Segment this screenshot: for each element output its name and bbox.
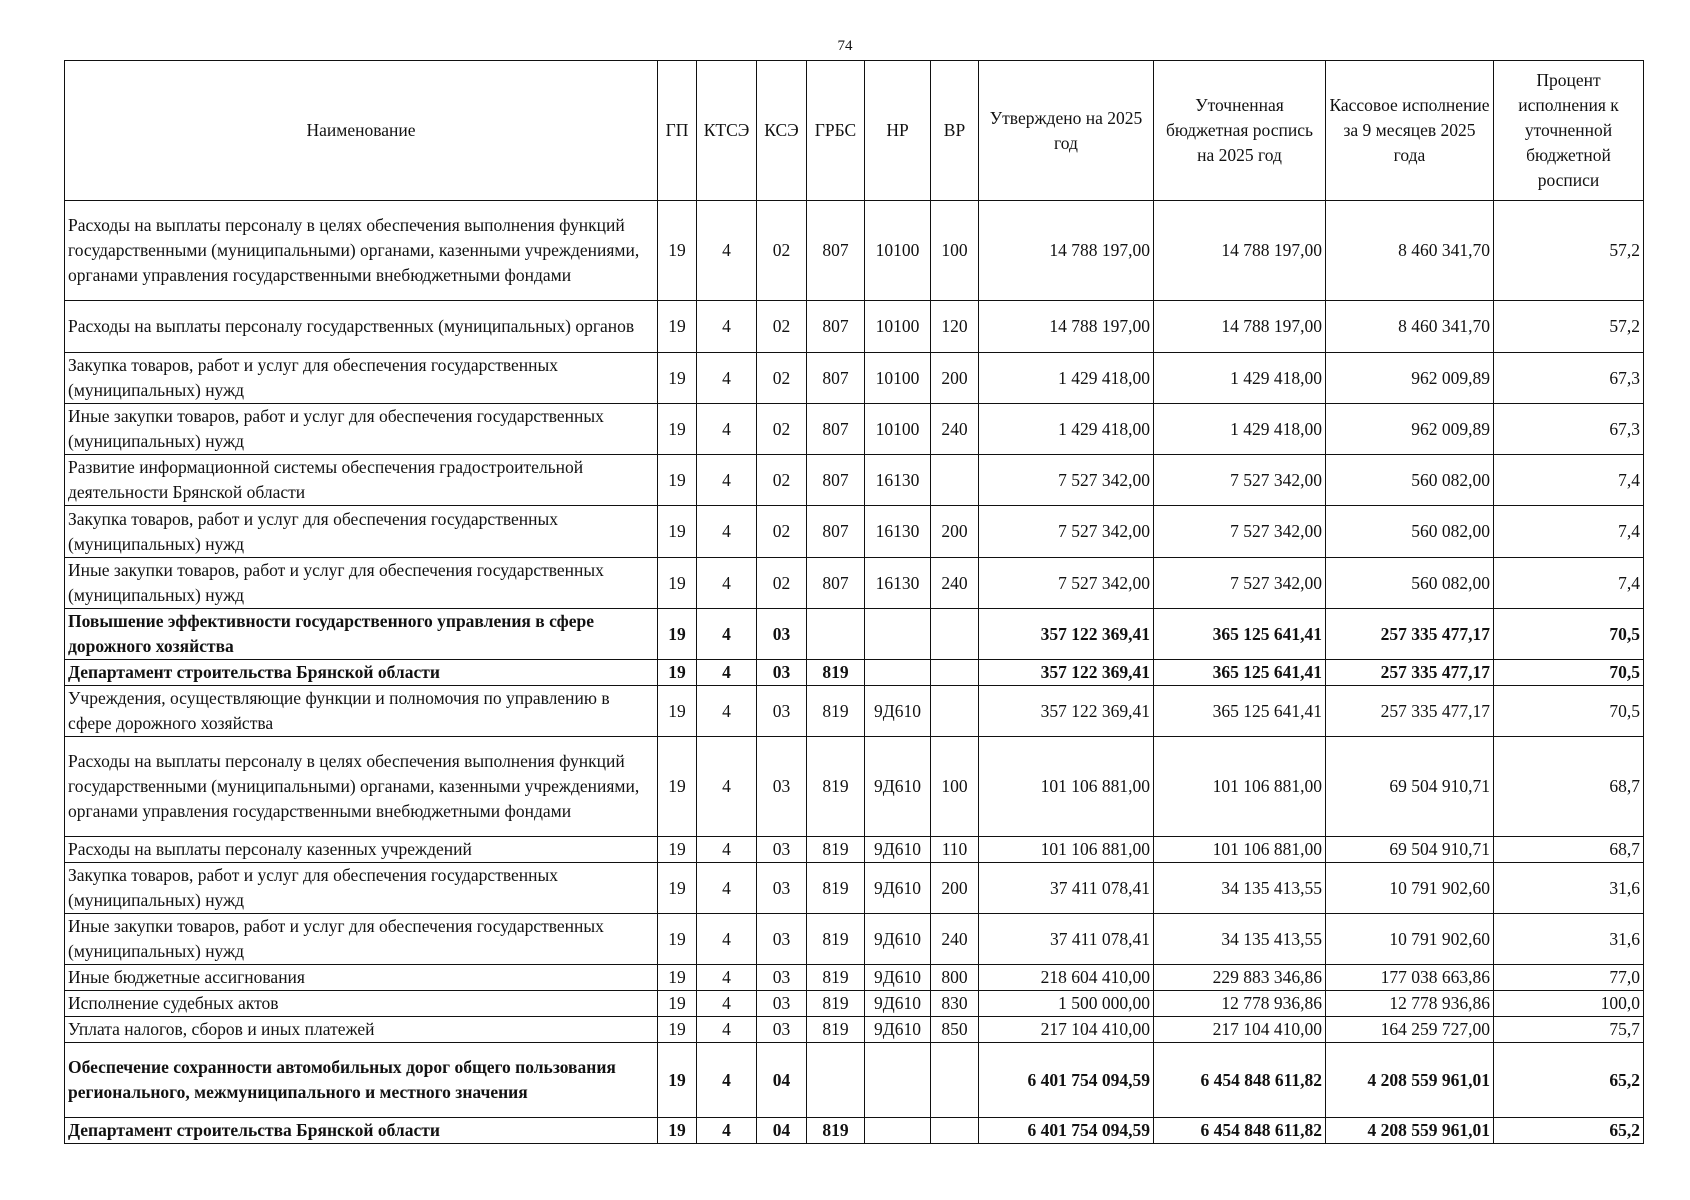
cell-refined: 14 788 197,00 (1154, 201, 1326, 301)
cell-np: 9Д610 (865, 1017, 931, 1043)
cell-kse: 02 (757, 404, 807, 455)
cell-percent: 75,7 (1494, 1017, 1644, 1043)
cell-vr: 200 (931, 353, 979, 404)
cell-percent: 100,0 (1494, 991, 1644, 1017)
cell-np: 9Д610 (865, 991, 931, 1017)
cell-grbs: 819 (807, 991, 865, 1017)
cell-cash: 8 460 341,70 (1326, 301, 1494, 353)
cell-percent: 70,5 (1494, 660, 1644, 686)
cell-refined: 7 527 342,00 (1154, 455, 1326, 506)
cell-grbs: 807 (807, 301, 865, 353)
cell-ktse: 4 (697, 1017, 757, 1043)
cell-cash: 177 038 663,86 (1326, 965, 1494, 991)
cell-grbs (807, 609, 865, 660)
cell-np: 9Д610 (865, 737, 931, 837)
cell-cash: 560 082,00 (1326, 558, 1494, 609)
cell-grbs: 819 (807, 837, 865, 863)
cell-kse: 03 (757, 660, 807, 686)
cell-cash: 257 335 477,17 (1326, 686, 1494, 737)
cell-vr: 200 (931, 506, 979, 558)
cell-name: Повышение эффективности государственного управления в сфере дорожного хозяйства (65, 609, 658, 660)
cell-ktse: 4 (697, 1043, 757, 1118)
cell-kse: 03 (757, 837, 807, 863)
table-row (65, 404, 1644, 455)
cell-ktse: 4 (697, 558, 757, 609)
cell-grbs: 819 (807, 686, 865, 737)
cell-refined: 34 135 413,55 (1154, 863, 1326, 914)
cell-np: 9Д610 (865, 837, 931, 863)
cell-refined: 1 429 418,00 (1154, 404, 1326, 455)
cell-name: Расходы на выплаты персоналу государственных (муниципальных) органов (65, 301, 658, 353)
cell-grbs: 807 (807, 353, 865, 404)
cell-np (865, 660, 931, 686)
cell-cash: 10 791 902,60 (1326, 914, 1494, 965)
cell-grbs: 807 (807, 404, 865, 455)
cell-cash: 257 335 477,17 (1326, 609, 1494, 660)
header-ktse: КТСЭ (697, 61, 757, 201)
cell-cash: 164 259 727,00 (1326, 1017, 1494, 1043)
cell-cash: 560 082,00 (1326, 455, 1494, 506)
cell-approved: 217 104 410,00 (979, 1017, 1154, 1043)
cell-percent: 31,6 (1494, 863, 1644, 914)
cell-gp: 19 (658, 863, 697, 914)
cell-vr (931, 660, 979, 686)
table-row (65, 558, 1644, 609)
budget-table (64, 60, 1644, 1144)
cell-kse: 02 (757, 301, 807, 353)
cell-name: Иные закупки товаров, работ и услуг для обеспечения государственных (муниципальных) нужд (65, 404, 658, 455)
cell-cash: 962 009,89 (1326, 353, 1494, 404)
table-row (65, 965, 1644, 991)
cell-refined: 365 125 641,41 (1154, 686, 1326, 737)
cell-gp: 19 (658, 965, 697, 991)
cell-ktse: 4 (697, 686, 757, 737)
cell-ktse: 4 (697, 863, 757, 914)
cell-kse: 02 (757, 353, 807, 404)
cell-vr: 100 (931, 201, 979, 301)
cell-vr: 200 (931, 863, 979, 914)
cell-kse: 03 (757, 965, 807, 991)
cell-kse: 02 (757, 558, 807, 609)
cell-np: 10100 (865, 301, 931, 353)
table-row (65, 737, 1644, 837)
cell-percent: 77,0 (1494, 965, 1644, 991)
table-row (65, 1043, 1644, 1118)
cell-np: 10100 (865, 201, 931, 301)
cell-vr: 110 (931, 837, 979, 863)
cell-refined: 34 135 413,55 (1154, 914, 1326, 965)
cell-grbs: 807 (807, 455, 865, 506)
cell-name: Расходы на выплаты персоналу в целях обеспечения выполнения функций государственными (муниципальными) органами, казенными учреждениями, органами управления государственными внебюджетными фондами (65, 737, 658, 837)
cell-ktse: 4 (697, 965, 757, 991)
cell-ktse: 4 (697, 506, 757, 558)
cell-gp: 19 (658, 558, 697, 609)
cell-vr: 240 (931, 404, 979, 455)
header-cash: Кассовое исполнение за 9 месяцев 2025 года (1326, 61, 1494, 201)
cell-refined: 229 883 346,86 (1154, 965, 1326, 991)
cell-grbs: 819 (807, 737, 865, 837)
cell-percent: 65,2 (1494, 1043, 1644, 1118)
cell-approved: 101 106 881,00 (979, 837, 1154, 863)
cell-vr: 100 (931, 737, 979, 837)
cell-percent: 57,2 (1494, 201, 1644, 301)
cell-approved: 218 604 410,00 (979, 965, 1154, 991)
header-refined: Уточненная бюджетная роспись на 2025 год (1154, 61, 1326, 201)
cell-refined: 101 106 881,00 (1154, 737, 1326, 837)
cell-approved: 1 429 418,00 (979, 353, 1154, 404)
cell-name: Расходы на выплаты персоналу казенных учреждений (65, 837, 658, 863)
cell-gp: 19 (658, 301, 697, 353)
cell-vr (931, 1043, 979, 1118)
header-vr: ВР (931, 61, 979, 201)
table-row (65, 1118, 1644, 1144)
cell-ktse: 4 (697, 353, 757, 404)
table-row (65, 1017, 1644, 1043)
cell-ktse: 4 (697, 837, 757, 863)
cell-ktse: 4 (697, 1118, 757, 1144)
cell-grbs: 819 (807, 1017, 865, 1043)
cell-np: 16130 (865, 506, 931, 558)
cell-refined: 7 527 342,00 (1154, 506, 1326, 558)
cell-cash: 10 791 902,60 (1326, 863, 1494, 914)
cell-cash: 4 208 559 961,01 (1326, 1043, 1494, 1118)
cell-percent: 7,4 (1494, 558, 1644, 609)
cell-refined: 365 125 641,41 (1154, 609, 1326, 660)
cell-name: Департамент строительства Брянской области (65, 660, 658, 686)
cell-grbs (807, 1043, 865, 1118)
header-row (65, 61, 1644, 201)
cell-refined: 365 125 641,41 (1154, 660, 1326, 686)
header-gp: ГП (658, 61, 697, 201)
cell-approved: 357 122 369,41 (979, 609, 1154, 660)
cell-vr (931, 609, 979, 660)
cell-grbs: 819 (807, 965, 865, 991)
table-row (65, 914, 1644, 965)
cell-kse: 04 (757, 1043, 807, 1118)
header-grbs: ГРБС (807, 61, 865, 201)
cell-refined: 6 454 848 611,82 (1154, 1118, 1326, 1144)
cell-ktse: 4 (697, 914, 757, 965)
cell-approved: 357 122 369,41 (979, 660, 1154, 686)
cell-vr: 800 (931, 965, 979, 991)
cell-name: Закупка товаров, работ и услуг для обеспечения государственных (муниципальных) нужд (65, 353, 658, 404)
cell-approved: 37 411 078,41 (979, 914, 1154, 965)
cell-np: 9Д610 (865, 914, 931, 965)
cell-name: Развитие информационной системы обеспечения градостроительной деятельности Брянской области (65, 455, 658, 506)
cell-grbs: 807 (807, 201, 865, 301)
page-number: 74 (837, 38, 853, 54)
cell-gp: 19 (658, 353, 697, 404)
table-row (65, 301, 1644, 353)
cell-name: Иные закупки товаров, работ и услуг для обеспечения государственных (муниципальных) нужд (65, 914, 658, 965)
cell-approved: 6 401 754 094,59 (979, 1043, 1154, 1118)
cell-refined: 1 429 418,00 (1154, 353, 1326, 404)
cell-name: Исполнение судебных актов (65, 991, 658, 1017)
cell-refined: 217 104 410,00 (1154, 1017, 1326, 1043)
cell-name: Иные бюджетные ассигнования (65, 965, 658, 991)
table-row (65, 837, 1644, 863)
cell-name: Расходы на выплаты персоналу в целях обеспечения выполнения функций государственными (муниципальными) органами, казенными учреждениями, органами управления государственными внебюджетными фондами (65, 201, 658, 301)
cell-percent: 70,5 (1494, 686, 1644, 737)
cell-ktse: 4 (697, 455, 757, 506)
cell-gp: 19 (658, 837, 697, 863)
cell-cash: 12 778 936,86 (1326, 991, 1494, 1017)
cell-name: Иные закупки товаров, работ и услуг для обеспечения государственных (муниципальных) нужд (65, 558, 658, 609)
cell-approved: 357 122 369,41 (979, 686, 1154, 737)
cell-percent: 68,7 (1494, 737, 1644, 837)
cell-vr: 240 (931, 914, 979, 965)
cell-ktse: 4 (697, 737, 757, 837)
cell-gp: 19 (658, 455, 697, 506)
cell-name: Уплата налогов, сборов и иных платежей (65, 1017, 658, 1043)
cell-cash: 69 504 910,71 (1326, 737, 1494, 837)
cell-percent: 7,4 (1494, 455, 1644, 506)
table-row (65, 455, 1644, 506)
header-name: Наименование (65, 61, 658, 201)
cell-kse: 02 (757, 455, 807, 506)
cell-gp: 19 (658, 1118, 697, 1144)
cell-ktse: 4 (697, 991, 757, 1017)
table-row (65, 201, 1644, 301)
header-approved: Утверждено на 2025 год (979, 61, 1154, 201)
cell-name: Учреждения, осуществляющие функции и полномочия по управлению в сфере дорожного хозяйства (65, 686, 658, 737)
cell-kse: 03 (757, 1017, 807, 1043)
cell-cash: 4 208 559 961,01 (1326, 1118, 1494, 1144)
table-row (65, 863, 1644, 914)
cell-vr: 120 (931, 301, 979, 353)
cell-ktse: 4 (697, 660, 757, 686)
cell-np: 16130 (865, 558, 931, 609)
cell-refined: 6 454 848 611,82 (1154, 1043, 1326, 1118)
cell-percent: 68,7 (1494, 837, 1644, 863)
cell-gp: 19 (658, 1017, 697, 1043)
cell-kse: 03 (757, 914, 807, 965)
cell-ktse: 4 (697, 201, 757, 301)
cell-kse: 03 (757, 609, 807, 660)
cell-kse: 03 (757, 686, 807, 737)
cell-percent: 31,6 (1494, 914, 1644, 965)
cell-kse: 03 (757, 737, 807, 837)
cell-refined: 7 527 342,00 (1154, 558, 1326, 609)
cell-vr (931, 686, 979, 737)
cell-name: Обеспечение сохранности автомобильных дорог общего пользования регионального, межмуниципального и местного значения (65, 1043, 658, 1118)
cell-cash: 257 335 477,17 (1326, 660, 1494, 686)
cell-percent: 67,3 (1494, 353, 1644, 404)
cell-grbs: 819 (807, 863, 865, 914)
cell-kse: 03 (757, 863, 807, 914)
cell-percent: 65,2 (1494, 1118, 1644, 1144)
header-np: НР (865, 61, 931, 201)
cell-approved: 37 411 078,41 (979, 863, 1154, 914)
cell-np (865, 1043, 931, 1118)
cell-ktse: 4 (697, 301, 757, 353)
table-row (65, 686, 1644, 737)
cell-gp: 19 (658, 914, 697, 965)
cell-percent: 7,4 (1494, 506, 1644, 558)
cell-gp: 19 (658, 609, 697, 660)
table-body (65, 201, 1644, 1144)
cell-name: Департамент строительства Брянской области (65, 1118, 658, 1144)
cell-approved: 1 429 418,00 (979, 404, 1154, 455)
cell-approved: 14 788 197,00 (979, 301, 1154, 353)
cell-gp: 19 (658, 404, 697, 455)
cell-name: Закупка товаров, работ и услуг для обеспечения государственных (муниципальных) нужд (65, 506, 658, 558)
cell-refined: 101 106 881,00 (1154, 837, 1326, 863)
header-percent: Процент исполнения к уточненной бюджетной росписи (1494, 61, 1644, 201)
cell-gp: 19 (658, 506, 697, 558)
cell-ktse: 4 (697, 404, 757, 455)
cell-approved: 7 527 342,00 (979, 558, 1154, 609)
cell-vr (931, 455, 979, 506)
cell-vr: 850 (931, 1017, 979, 1043)
table-row (65, 609, 1644, 660)
cell-grbs: 819 (807, 660, 865, 686)
cell-percent: 70,5 (1494, 609, 1644, 660)
cell-cash: 69 504 910,71 (1326, 837, 1494, 863)
cell-approved: 1 500 000,00 (979, 991, 1154, 1017)
cell-ktse: 4 (697, 609, 757, 660)
header-kse: КСЭ (757, 61, 807, 201)
cell-np: 9Д610 (865, 965, 931, 991)
cell-refined: 14 788 197,00 (1154, 301, 1326, 353)
cell-cash: 962 009,89 (1326, 404, 1494, 455)
cell-grbs: 819 (807, 1118, 865, 1144)
cell-kse: 02 (757, 201, 807, 301)
table-row (65, 506, 1644, 558)
cell-percent: 57,2 (1494, 301, 1644, 353)
cell-np: 9Д610 (865, 863, 931, 914)
cell-gp: 19 (658, 660, 697, 686)
cell-gp: 19 (658, 201, 697, 301)
cell-refined: 12 778 936,86 (1154, 991, 1326, 1017)
cell-np: 16130 (865, 455, 931, 506)
cell-kse: 04 (757, 1118, 807, 1144)
table-row (65, 353, 1644, 404)
cell-grbs: 807 (807, 558, 865, 609)
cell-vr (931, 1118, 979, 1144)
cell-kse: 03 (757, 991, 807, 1017)
cell-vr: 830 (931, 991, 979, 1017)
table-row (65, 660, 1644, 686)
cell-approved: 6 401 754 094,59 (979, 1118, 1154, 1144)
cell-vr: 240 (931, 558, 979, 609)
cell-kse: 02 (757, 506, 807, 558)
cell-np (865, 1118, 931, 1144)
cell-np: 10100 (865, 353, 931, 404)
cell-grbs: 807 (807, 506, 865, 558)
cell-approved: 101 106 881,00 (979, 737, 1154, 837)
cell-gp: 19 (658, 1043, 697, 1118)
cell-name: Закупка товаров, работ и услуг для обеспечения государственных (муниципальных) нужд (65, 863, 658, 914)
cell-approved: 7 527 342,00 (979, 506, 1154, 558)
cell-np: 10100 (865, 404, 931, 455)
cell-gp: 19 (658, 737, 697, 837)
cell-approved: 7 527 342,00 (979, 455, 1154, 506)
cell-np (865, 609, 931, 660)
cell-gp: 19 (658, 991, 697, 1017)
cell-gp: 19 (658, 686, 697, 737)
cell-grbs: 819 (807, 914, 865, 965)
cell-cash: 560 082,00 (1326, 506, 1494, 558)
cell-np: 9Д610 (865, 686, 931, 737)
cell-cash: 8 460 341,70 (1326, 201, 1494, 301)
cell-approved: 14 788 197,00 (979, 201, 1154, 301)
table-row (65, 991, 1644, 1017)
cell-percent: 67,3 (1494, 404, 1644, 455)
